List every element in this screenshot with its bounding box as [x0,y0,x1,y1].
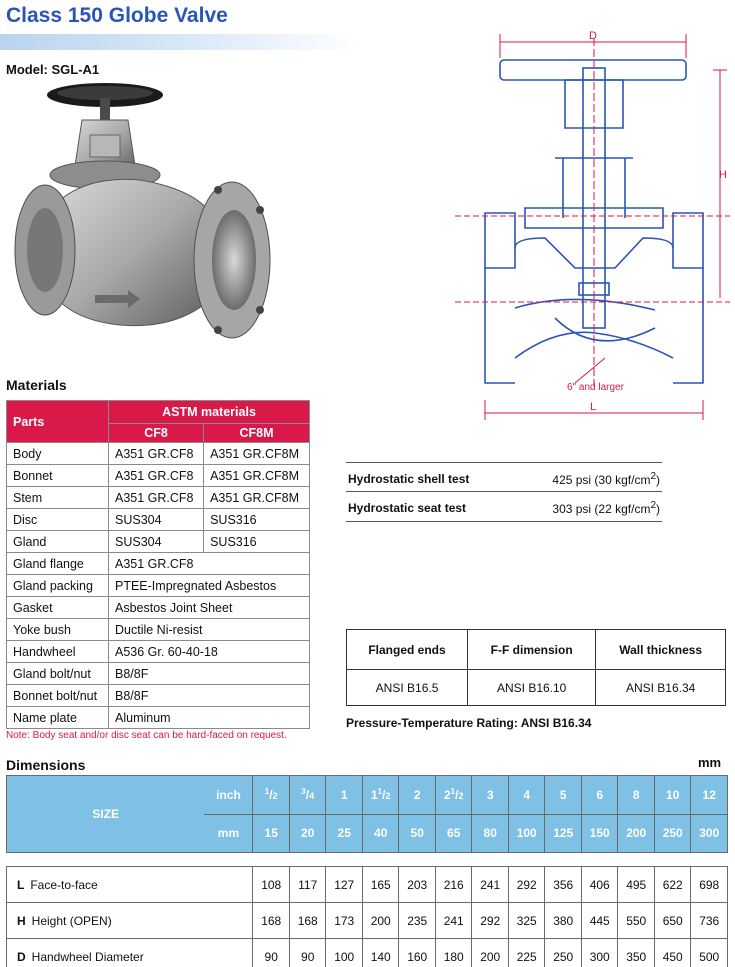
material-part: Bonnet bolt/nut [7,685,109,707]
std-header-flanged: Flanged ends [347,630,468,670]
material-cf8: SUS304 [109,531,204,553]
size-mm-cell: 50 [399,814,436,853]
size-mm-cell: 200 [618,814,655,853]
shell-test-row [346,462,662,492]
material-cf8m: SUS316 [204,531,310,553]
materials-row [7,641,310,663]
label-h: H [719,169,727,181]
size-inch-cell: 12 [691,776,728,815]
label-l: L [589,401,597,413]
dimension-value: 90 [253,939,290,967]
valve-photo [10,80,272,360]
title-gradient-bar [0,34,360,50]
standards-table [346,629,726,706]
dimension-value: 550 [618,903,655,939]
dimension-row [7,939,728,967]
material-part: Gland packing [7,575,109,597]
material-part: Gland [7,531,109,553]
seat-test-label: Hydrostatic seat test [348,501,467,515]
materials-row [7,443,310,465]
dimension-value: 380 [545,903,582,939]
dimension-value: 160 [399,939,436,967]
size-mm-cell: 80 [472,814,509,853]
materials-heading: Materials [6,377,67,393]
size-header: SIZE inch mm [7,776,253,853]
dimension-value: 406 [581,867,618,903]
dimension-value: 140 [362,939,399,967]
material-part: Bonnet [7,465,109,487]
material-cf8: A351 GR.CF8 [109,443,204,465]
dimension-value: 127 [326,867,363,903]
dimension-value: 168 [289,903,326,939]
col-astm: ASTM materials [109,401,310,424]
material-cf8: SUS304 [109,509,204,531]
material-cf8m: A351 GR.CF8M [204,443,310,465]
dimension-row [7,903,728,939]
materials-row [7,707,310,729]
material-part: Yoke bush [7,619,109,641]
materials-row [7,487,310,509]
size-inch-cell: $1^1/2$ [362,776,399,815]
size-mm-cell: 25 [326,814,363,853]
size-inch-cell: 3 [472,776,509,815]
dimension-value: 216 [435,867,472,903]
material-part: Gasket [7,597,109,619]
size-mm-cell: 100 [508,814,545,853]
std-header-wall: Wall thickness [596,630,726,670]
material-value: Ductile Ni-resist [109,619,310,641]
material-value: A351 GR.CF8 [109,553,310,575]
size-inch-cell: 2 [399,776,436,815]
size-mm-cell: 150 [581,814,618,853]
std-value-flanged: ANSI B16.5 [347,670,468,706]
dimension-value: 450 [654,939,691,967]
material-part: Gland flange [7,553,109,575]
dimensions-unit: mm [698,755,722,770]
size-inch-cell: 8 [618,776,655,815]
shell-test-label: Hydrostatic shell test [348,472,470,486]
dimension-value: 445 [581,903,618,939]
material-part: Body [7,443,109,465]
dimension-value: 350 [618,939,655,967]
inch-label: inch [204,776,252,815]
model-number: Model: SGL-A1 [6,62,100,77]
size-mm-cell: 250 [654,814,691,853]
dimension-label: D Handwheel Diameter [7,939,253,967]
material-part: Gland bolt/nut [7,663,109,685]
mm-label: mm [217,826,240,841]
valve-cross-section-drawing [455,28,730,428]
material-part: Stem [7,487,109,509]
material-value: B8/8F [109,685,310,707]
dimension-value: 495 [618,867,655,903]
dimension-value: 90 [289,939,326,967]
drawing-note: 6" and larger [567,382,624,393]
material-part: Name plate [7,707,109,729]
size-inch-cell: $2^1/2$ [435,776,472,815]
material-value: A536 Gr. 60-40-18 [109,641,310,663]
size-mm-cell: 15 [253,814,290,853]
material-value: PTEE-Impregnated Asbestos [109,575,310,597]
materials-row [7,663,310,685]
materials-row [7,465,310,487]
size-inch-cell: $^1$/2 [253,776,290,815]
seat-test-row [346,492,662,522]
dimension-row [7,867,728,903]
materials-row [7,553,310,575]
col-cf8m: CF8M [204,424,310,443]
dimension-value: 165 [362,867,399,903]
materials-row [7,509,310,531]
std-value-ff: ANSI B16.10 [468,670,596,706]
size-inch-cell: 6 [581,776,618,815]
hydrostatic-tests [346,462,662,522]
dimension-value: 650 [654,903,691,939]
size-mm-cell: 65 [435,814,472,853]
size-mm-cell: 300 [691,814,728,853]
dimension-value: 292 [472,903,509,939]
dimensions-table [6,775,728,967]
dimension-value: 300 [581,939,618,967]
std-value-wall: ANSI B16.34 [596,670,726,706]
materials-row [7,619,310,641]
col-parts: Parts [7,401,109,443]
dimension-label: L Face-to-face [7,867,253,903]
size-mm-cell: 40 [362,814,399,853]
materials-row [7,575,310,597]
dimension-value: 325 [508,903,545,939]
size-inch-cell: 4 [508,776,545,815]
size-inch-cell: 10 [654,776,691,815]
materials-row [7,531,310,553]
page-title: Class 150 Globe Valve [6,4,228,27]
dimension-label: H Height (OPEN) [7,903,253,939]
material-part: Handwheel [7,641,109,663]
pressure-temperature-rating: Pressure-Temperature Rating: ANSI B16.34 [346,716,592,730]
material-cf8: A351 GR.CF8 [109,465,204,487]
dimension-value: 500 [691,939,728,967]
materials-note: Note: Body seat and/or disc seat can be hard-faced on request. [6,730,287,741]
material-value: B8/8F [109,663,310,685]
dimension-value: 241 [472,867,509,903]
shell-test-value: 425 psi (30 kgf/$cm^2$) [552,471,660,487]
dimension-value: 200 [472,939,509,967]
dimension-value: 292 [508,867,545,903]
dimensions-heading: Dimensions [6,757,86,773]
material-cf8m: A351 GR.CF8M [204,465,310,487]
dimension-value: 225 [508,939,545,967]
dimension-value: 117 [289,867,326,903]
dimension-value: 622 [654,867,691,903]
dimension-value: 203 [399,867,436,903]
dimension-value: 356 [545,867,582,903]
dimension-value: 235 [399,903,436,939]
dimension-value: 250 [545,939,582,967]
dimension-value: 698 [691,867,728,903]
label-d: D [589,30,597,42]
material-value: Asbestos Joint Sheet [109,597,310,619]
materials-row [7,685,310,707]
col-cf8: CF8 [109,424,204,443]
material-value: Aluminum [109,707,310,729]
size-mm-cell: 20 [289,814,326,853]
dimension-value: 736 [691,903,728,939]
dimension-value: 100 [326,939,363,967]
dimension-value: 180 [435,939,472,967]
materials-row [7,597,310,619]
material-cf8m: A351 GR.CF8M [204,487,310,509]
size-inch-cell: $^3$/4 [289,776,326,815]
size-inch-cell: 1 [326,776,363,815]
material-part: Disc [7,509,109,531]
size-mm-cell: 125 [545,814,582,853]
size-inch-cell: 5 [545,776,582,815]
seat-test-value: 303 psi (22 kgf/$cm^2$) [552,500,660,516]
dimension-value: 168 [253,903,290,939]
material-cf8: A351 GR.CF8 [109,487,204,509]
material-cf8m: SUS316 [204,509,310,531]
std-header-ff: F-F dimension [468,630,596,670]
dimension-value: 108 [253,867,290,903]
dimension-value: 241 [435,903,472,939]
dimension-value: 200 [362,903,399,939]
dimension-value: 173 [326,903,363,939]
materials-table [6,400,310,729]
